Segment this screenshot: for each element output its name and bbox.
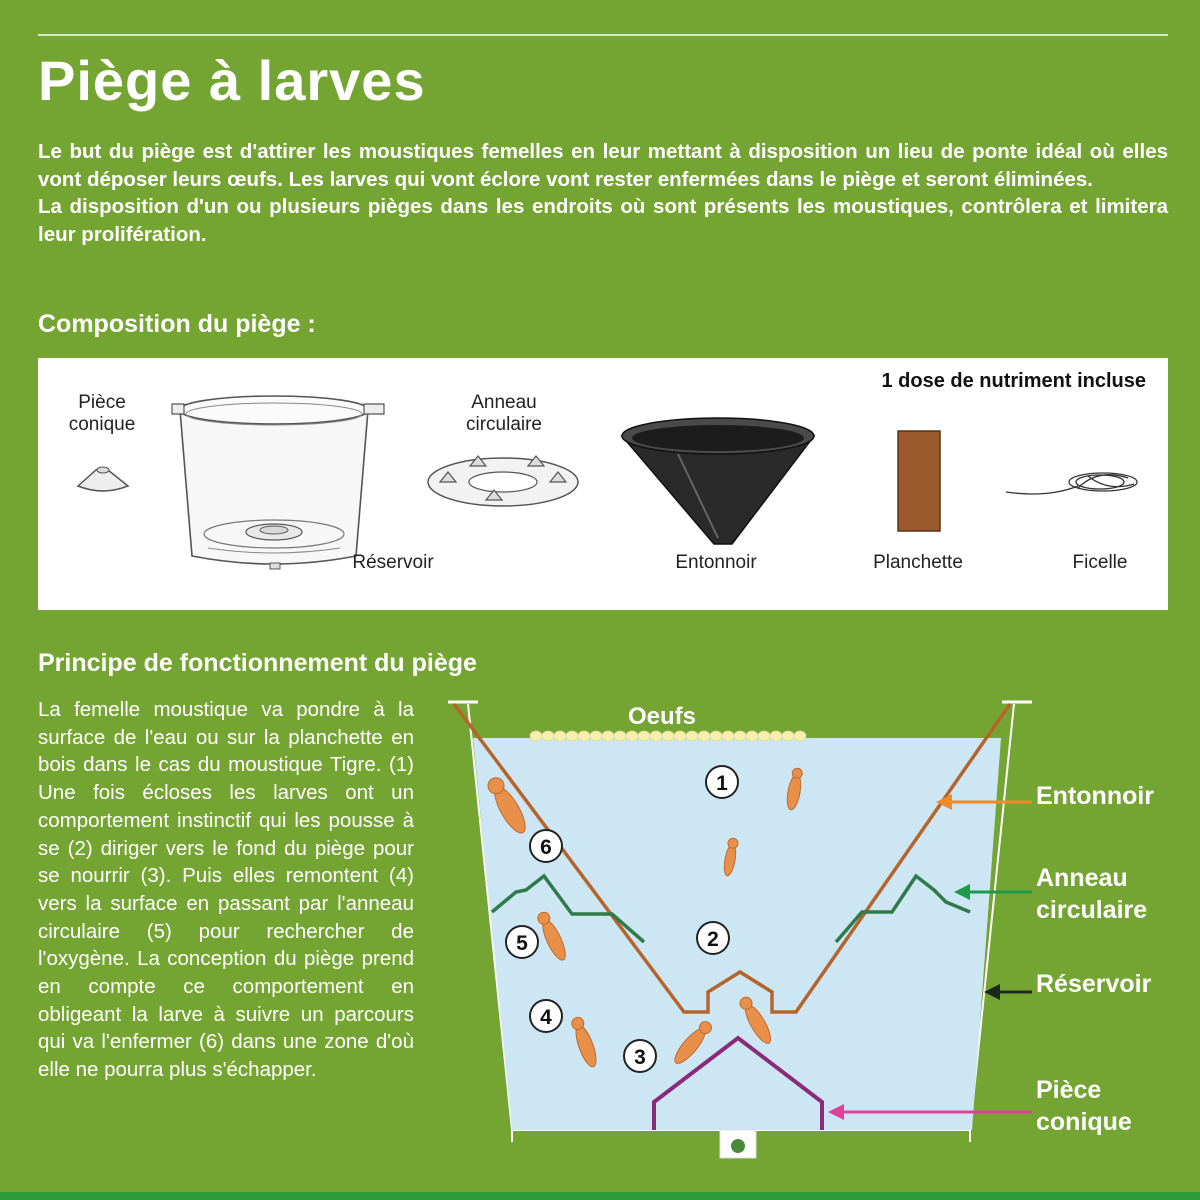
- step-6-label: 6: [540, 836, 552, 859]
- small-cone-illustration: [78, 467, 128, 491]
- string-illustration: [1006, 473, 1137, 494]
- label-planchette: Planchette: [873, 552, 963, 573]
- diagram-label-piece-line1: Pièce: [1036, 1076, 1102, 1104]
- diagram-label-anneau: [1036, 862, 1147, 926]
- arrow-reservoir: [984, 984, 1032, 1000]
- label-ficelle: Ficelle: [1072, 552, 1128, 573]
- step-2: [697, 922, 729, 954]
- step-5: [506, 926, 538, 958]
- intro-paragraph-1: Le but du piège est d'attirer les moustiques femelles en leur mettant à disposition un lieu de ponte idéal où elles vont déposer leurs œufs. Les larves qui vont éclore vont rester enfermées dans le piège et seront éliminées.: [38, 140, 1168, 191]
- composition-panel: [38, 358, 1168, 610]
- bottom-divider: [0, 1192, 1200, 1200]
- step-4: [530, 1000, 562, 1032]
- step-5-label: 5: [516, 932, 528, 955]
- diagram-label-entonnoir: Entonnoir: [1036, 782, 1155, 810]
- funnel-illustration: [622, 418, 814, 544]
- diagram-label-anneau-line2: circulaire: [1036, 896, 1148, 924]
- trap-diagram: [440, 690, 1040, 1170]
- step-3: [624, 1040, 656, 1072]
- ring-illustration: [428, 456, 578, 506]
- principle-heading: Principe de fonctionnement du piège: [38, 649, 477, 677]
- label-entonnoir: Entonnoir: [675, 552, 757, 573]
- composition-heading: Composition du piège :: [38, 310, 316, 338]
- eggs: [530, 731, 806, 741]
- step-6: [530, 830, 562, 862]
- top-divider: [38, 34, 1168, 36]
- label-piece-conique: Pièce conique: [68, 392, 136, 435]
- diagram-label-anneau-line1: Anneau: [1036, 864, 1128, 892]
- intro-text: [38, 138, 1168, 248]
- board-illustration: [898, 431, 940, 531]
- reservoir-illustration: [172, 396, 384, 569]
- step-1-label: 1: [716, 772, 728, 795]
- page-title: Piège à larves: [38, 49, 426, 112]
- eggs-label: Oeufs: [627, 703, 697, 730]
- intro-paragraph-2: La disposition d'un ou plusieurs pièges dans les endroits où sont présents les moustiques, contrôlera et limitera leur prolifération.: [38, 195, 1168, 246]
- composition-illustrations: [38, 358, 1168, 610]
- step-3-label: 3: [634, 1046, 646, 1069]
- diagram-label-piece-conique: [1036, 1074, 1132, 1138]
- step-2-label: 2: [707, 928, 719, 951]
- step-4-label: 4: [540, 1006, 552, 1029]
- drain-tab: [720, 1130, 756, 1158]
- nutrient-note: 1 dose de nutriment incluse: [881, 370, 1146, 392]
- label-reservoir: Réservoir: [352, 552, 434, 573]
- diagram-label-piece-line2: conique: [1036, 1108, 1132, 1136]
- principle-description: La femelle moustique va pondre à la surface de l'eau ou sur la planchette en bois dans le cas du moustique Tigre. (1) Une fois écloses les larves ont un comportement instinctif qui les pousse à se (2) diriger vers le fond du piège pour se nourrir (3). Puis elles remontent (4) vers la surface en passant par l'anneau circulaire (5) pour rechercher de l'oxygène. La conception du piège prend en compte ce comportement en obligeant la larve à suivre un parcours qui va l'enfermer (6) dans une zone d'où elle ne pourra plus s'échapper.: [38, 698, 414, 1082]
- step-1: [706, 766, 738, 798]
- diagram-label-reservoir: Réservoir: [1036, 970, 1152, 998]
- label-anneau-circulaire: Anneau circulaire: [465, 392, 543, 435]
